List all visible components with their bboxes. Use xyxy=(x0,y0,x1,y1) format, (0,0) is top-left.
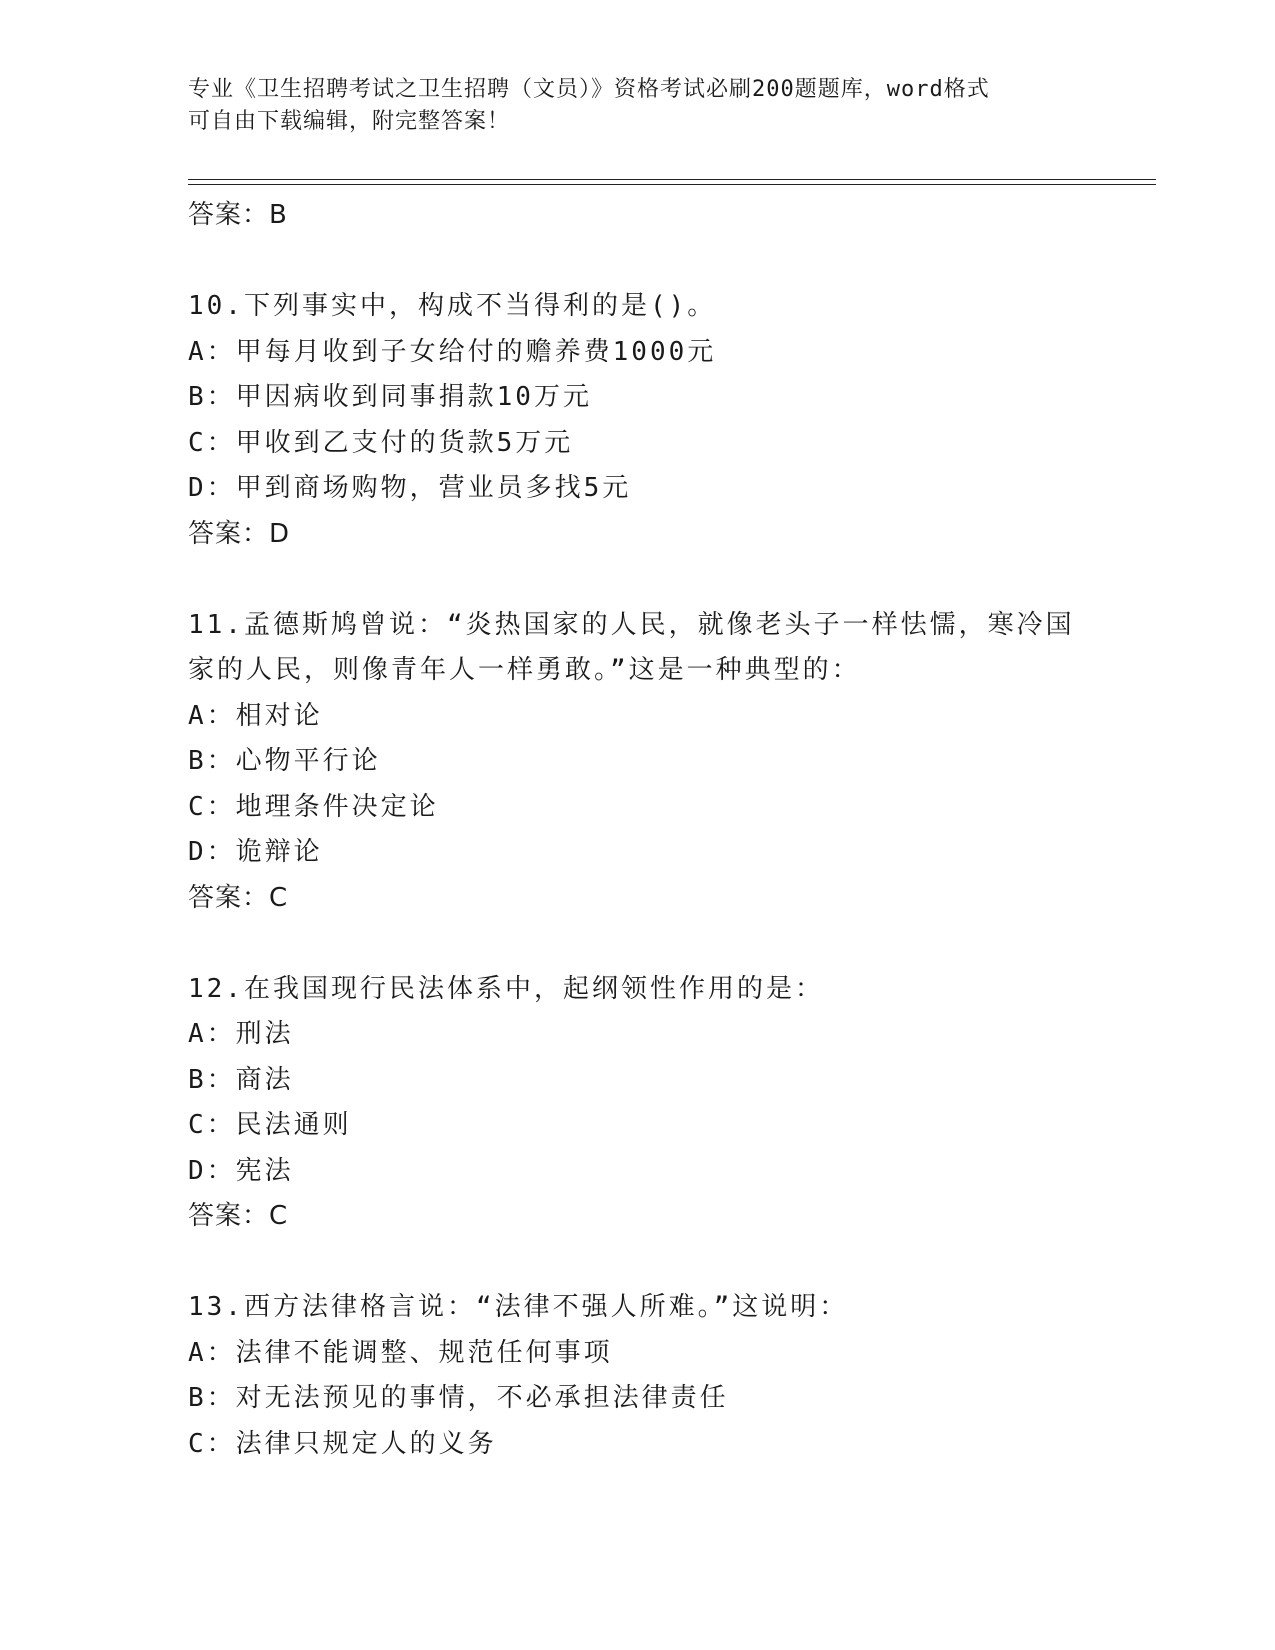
header-rule xyxy=(188,184,1156,185)
spacer xyxy=(188,921,1088,967)
question-block xyxy=(188,967,1088,1240)
option-a: A：相对论 xyxy=(188,700,323,731)
header-line: 专业《卫生招聘考试之卫生招聘（文员）》资格考试必刷200题题库，word格式 xyxy=(188,77,990,102)
option-d: D：甲到商场购物，营业员多找5元 xyxy=(188,473,632,503)
option-b: B：对无法预见的事情，不必承担法律责任 xyxy=(188,1383,729,1413)
spacer xyxy=(188,1240,1088,1286)
question-text: 11.孟德斯鸠曾说：“炎热国家的人民，就像老头子一样怯懦，寒冷国 xyxy=(188,609,1075,640)
question-text: 13.西方法律格言说：“法律不强人所难。”这说明： xyxy=(188,1292,849,1322)
question-block xyxy=(188,1285,1088,1467)
answer-line: 答案：C xyxy=(188,882,289,913)
header-line: 可自由下载编辑，附完整答案！ xyxy=(188,109,511,134)
document-body xyxy=(188,193,1088,1467)
question-block xyxy=(188,284,1088,557)
question-text: 家的人民，则像青年人一样勇敢。”这是一种典型的： xyxy=(188,655,861,685)
answer-line: 答案：C xyxy=(188,1201,289,1231)
option-b: B：商法 xyxy=(188,1064,294,1095)
option-a: A：法律不能调整、规范任何事项 xyxy=(188,1337,613,1368)
option-a: A：刑法 xyxy=(188,1019,294,1049)
spacer xyxy=(188,557,1088,603)
option-c: C：甲收到乙支付的货款5万元 xyxy=(188,427,574,458)
option-a: A：甲每月收到子女给付的赡养费1000元 xyxy=(188,336,717,367)
option-d: D：宪法 xyxy=(188,1155,294,1186)
question-text: 12.在我国现行民法体系中，起纲领性作用的是： xyxy=(188,973,824,1004)
option-d: D：诡辩论 xyxy=(188,837,323,867)
answer-line: 答案：B xyxy=(188,200,288,230)
option-c: C：地理条件决定论 xyxy=(188,791,439,822)
option-b: B：甲因病收到同事捐款10万元 xyxy=(188,382,592,412)
question-text: 10.下列事实中，构成不当得利的是()。 xyxy=(188,291,717,321)
option-c: C：民法通则 xyxy=(188,1110,352,1140)
option-b: B：心物平行论 xyxy=(188,746,381,776)
header-rule xyxy=(188,179,1156,180)
answer-line: 答案：D xyxy=(188,518,291,549)
option-c: C：法律只规定人的义务 xyxy=(188,1428,497,1459)
question-block xyxy=(188,603,1088,922)
spacer xyxy=(188,239,1088,285)
document-header xyxy=(188,74,1088,138)
